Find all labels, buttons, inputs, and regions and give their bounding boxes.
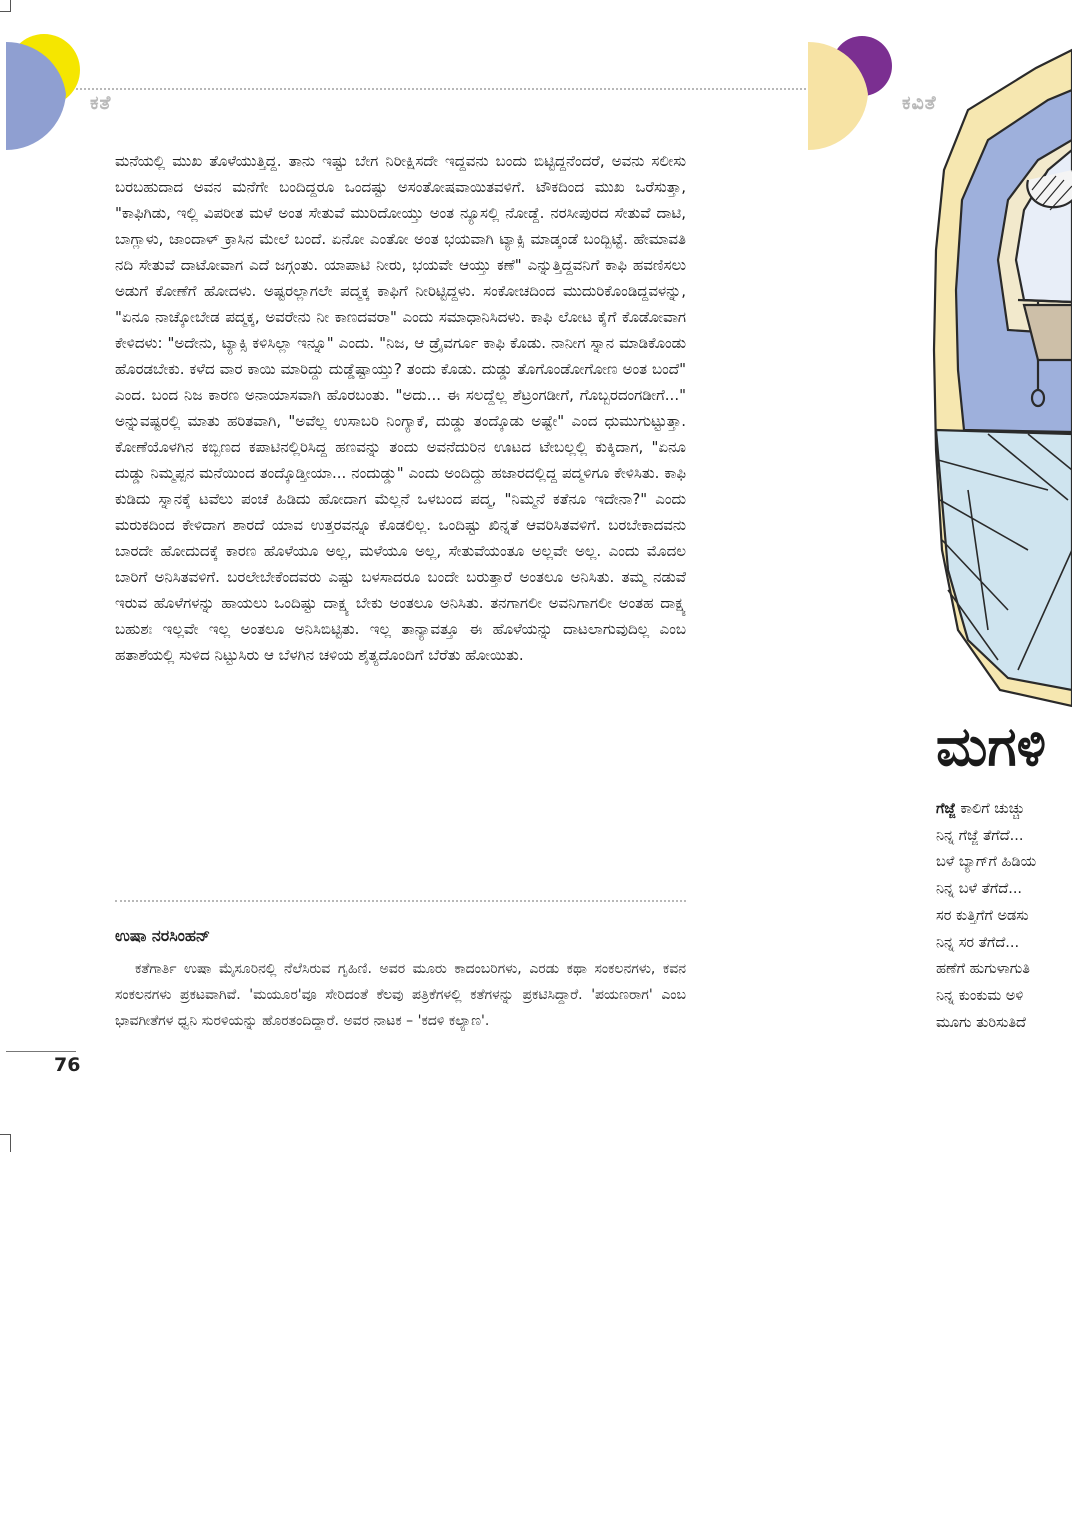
poem-line: [936, 849, 1072, 876]
poem-line-text: ನಿನ್ನ ಬಳೆ ತೆಗೆದೆ...: [936, 881, 1023, 898]
page-number: 76: [54, 1054, 81, 1076]
poem-line-text: ನಿನ್ನ ಕುಂಕುಮ ಅಳಿ: [936, 987, 1024, 1004]
section-circle-icon: [0, 30, 90, 155]
author-divider: [115, 900, 686, 902]
section-label-poem: ಕವಿತೆ: [902, 92, 937, 114]
header-divider-left: [76, 88, 806, 90]
crop-mark-bottom-left: [10, 1134, 11, 1152]
page-number-rule: [6, 1051, 76, 1052]
poem-line: [936, 956, 1072, 983]
poem-line-text: ಮೂಗು ತುರಿಸುತಿದೆ: [936, 1014, 1026, 1031]
poem-line: [936, 903, 1072, 930]
poem-line-text: ಕಾಲಿಗೆ ಚುಚ್ಚು: [955, 801, 1025, 817]
poem-title: ಮಗಳಿ: [936, 715, 1046, 778]
umbrella-illustration: [928, 30, 1072, 710]
poem-line-text: ನಿನ್ನ ಸರ ತೆಗೆದೆ...: [936, 934, 1020, 951]
poem-line-text: ಸರ ಕುತ್ತಿಗೆಗೆ ಅಡಸು: [936, 907, 1029, 924]
poem-line: [936, 796, 1072, 823]
section-label-story: ಕತೆ: [90, 92, 112, 114]
poem-line: [936, 1010, 1072, 1037]
crop-mark-bottom-left-h: [0, 1134, 11, 1135]
poem-line-text: ಬಳೆ ಬ್ಯಾಗ್‌ಗೆ ಹಿಡಿಯ: [936, 854, 1037, 871]
poem-section-circle-icon: [806, 32, 896, 157]
poem-lines: [936, 796, 1072, 1036]
poem-line: [936, 823, 1072, 850]
poem-line-text: ನಿನ್ನ ಗೆಜ್ಜೆ ತೆಗೆದೆ...: [936, 827, 1024, 844]
poem-line: [936, 930, 1072, 957]
poem-line: [936, 876, 1072, 903]
poem-line: [936, 983, 1072, 1010]
story-body-text: ಮನೆಯಲ್ಲಿ ಮುಖ ತೊಳೆಯುತ್ತಿದ್ದ. ತಾನು ಇಷ್ಟು ಬೇಗ ನಿರೀಕ್ಷಿಸದೇ ಇದ್ದವನು ಬಂದು ಬಿಟ್ಟಿದ್ದನೆಂದರೆ, ಅವನು ಸಲೀಸು ಬರಬಹುದಾದ ಅವನ ಮನೆಗೇ ಬಂದಿದ್ದರೂ ಒಂದಷ್ಟು ಅಸಂತೋಷವಾಯಿತವಳಿಗೆ. ಟೌಕದಿಂದ ಮುಖ ಒರೆಸುತ್ತಾ, "ಕಾಫಿಗಿಡು, ಇಲ್ಲಿ ವಿಪರೀತ ಮಳೆ ಅಂತ ಸೇತುವೆ ಮುರಿದೋಯ್ತು ಅಂತ ನ್ಯೂಸಲ್ಲಿ ನೋಡ್ದೆ. ನರಸೀಪುರದ ಸೇತುವೆ ದಾಟಿ, ಬಾಗ್ಲಾಳು, ಜಾಂದಾಳ್ ಕ್ರಾಸಿನ ಮೇಲೆ ಬಂದೆ. ಏನೋ ಎಂತೋ ಅಂತ ಭಯವಾಗಿ ಟ್ಯಾಕ್ಸಿ ಮಾಡ್ಕಂಡೆ ಬಂದ್ಬಿಟ್ಟೆ. ಹೇಮಾವತಿ ನದಿ ಸೇತುವೆ ದಾಟೋವಾಗ ಎದೆ ಜಗ್ಗಂತು. ಯಾಪಾಟಿ ನೀರು, ಭಯವೇ ಆಯ್ತು ಕಣೆ" ಎನ್ನುತ್ತಿದ್ದವನಿಗೆ ಕಾಫಿ ಹವಣಿಸಲು ಅಡುಗೆ ಕೋಣೆಗೆ ಹೋದಳು. ಅಷ್ಟರಲ್ಲಾಗಲೇ ಪದ್ಮಕ್ಕ ಕಾಫಿಗೆ ನೀರಿಟ್ಟಿದ್ದಳು. ಸಂಕೋಚದಿಂದ ಮುದುರಿಕೊಂಡಿದ್ದವಳನ್ನು, "ಏನೂ ನಾಚ್ಕೋಬೇಡ ಪದ್ಮಕ್ಕ, ಅವರೇನು ನೀ ಕಾಣದವರಾ" ಎಂದು ಸಮಾಧಾನಿಸಿದಳು. ಕಾಫಿ ಲೋಟ ಕೈಗೆ ಕೊಡೋವಾಗ ಕೇಳಿದಳು: "ಅದೇನು, ಟ್ಯಾಕ್ಸಿ ಕಳಿಸಿಲ್ಲಾ ಇನ್ನೂ" ಎಂದು. "ನಿಜ, ಆ ಡ್ರೈವರ್ಗೂ ಕಾಫಿ ಕೊಡು. ನಾನೀಗ ಸ್ನಾನ ಮಾಡಿಕೊಂಡು ಹೊರಡಬೇಕು. ಕಳೆದ ವಾರ ಕಾಯಿ ಮಾರಿದ್ದು ದುಡ್ಡೆಷ್ಟಾಯ್ತು? ತಂದು ಕೊಡು. ದುಡ್ಡು ತೊಗೊಂಡೋಗೋಣ ಅಂತ ಬಂದೆ" ಎಂದ. ಬಂದ ನಿಜ ಕಾರಣ ಅನಾಯಾಸವಾಗಿ ಹೊರಬಂತು. "ಅದು... ಈ ಸಲದ್ದೆಲ್ಲ ಶೆಟ್ರಂಗಡೀಗೆ, ಗೊಬ್ಬರದಂಗಡೀಗೆ..." ಅನ್ನುವಷ್ಟರಲ್ಲಿ ಮಾತು ಹರಿತವಾಗಿ, "ಅವೆಲ್ಲ ಉಸಾಬರಿ ನಿಂಗ್ಯಾಕೆ, ದುಡ್ಡು ತಂದ್ಕೊಡು ಅಷ್ಟೇ" ಎಂದ ಧುಮುಗುಟ್ಟುತ್ತಾ. ಕೋಣೆಯೊಳಗಿನ ಕಬ್ಬಿಣದ ಕಪಾಟಿನಲ್ಲಿರಿಸಿದ್ದ ಹಣವನ್ನು ತಂದು ಅವನೆದುರಿನ ಊಟದ ಟೇಬಲ್ಲಲ್ಲಿ ಕುಕ್ಕಿದಾಗ, "ಏನೂ ದುಡ್ಡು ನಿಮ್ಮಪ್ಪನ ಮನೆಯಿಂದ ತಂದ್ಕೊಡ್ತೀಯಾ... ನಂದುಡ್ಡು" ಎಂದು ಅಂದಿದ್ದು ಹಜಾರದಲ್ಲಿದ್ದ ಪದ್ಮಳಿಗೂ ಕೇಳಿಸಿತು. ಕಾಫಿ ಕುಡಿದು ಸ್ನಾನಕ್ಕೆ ಟವೆಲು ಪಂಚೆ ಹಿಡಿದು ಹೋದಾಗ ಮೆಲ್ಲನೆ ಒಳಬಂದ ಪದ್ಮ, "ನಿಮ್ಮನೆ ಕತೆನೂ ಇದೇನಾ?" ಎಂದು ಮರುಕದಿಂದ ಕೇಳಿದಾಗ ಶಾರದೆ ಯಾವ ಉತ್ತರವನ್ನೂ ಕೊಡಲಿಲ್ಲ. ಒಂದಿಷ್ಟು ಖಿನ್ನತೆ ಆವರಿಸಿತವಳಿಗೆ. ಬರಬೇಕಾದವನು ಬಾರದೇ ಹೋದುದಕ್ಕೆ ಕಾರಣ ಹೊಳೆಯೂ ಅಲ್ಲ, ಮಳೆಯೂ ಅಲ್ಲ, ಸೇತುವೆಯಂತೂ ಅಲ್ಲವೇ ಅಲ್ಲ. ಎಂದು ಮೊದಲ ಬಾರಿಗೆ ಅನಿಸಿತವಳಿಗೆ. ಬರಲೇಬೇಕೆಂದವರು ಎಷ್ಟು ಬಳಸಾದರೂ ಬಂದೇ ಬರುತ್ತಾರೆ ಅಂತಲೂ ಅನಿಸಿತು. ತಮ್ಮ ನಡುವೆ ಇರುವ ಹೊಳೆಗಳನ್ನು ಹಾಯಲು ಒಂದಿಷ್ಟು ದಾಕ್ಷ್ಯ ಬೇಕು ಅಂತಲೂ ಅನಿಸಿತು. ತನಗಾಗಲೀ ಅವನಿಗಾಗಲೀ ಅಂತಹ ದಾಕ್ಷ್ಯ ಬಹುಶಃ ಇಲ್ಲವೇ ಇಲ್ಲ ಅಂತಲೂ ಅನಿಸಿಬಿಟ್ಟಿತು. ಇಲ್ಲ ತಾನ್ಯಾವತ್ತೂ ಈ ಹೊಳೆಯನ್ನು ದಾಟಲಾಗುವುದಿಲ್ಲ ಎಂಬ ಹತಾಶೆಯಲ್ಲಿ ಸುಳಿದ ನಿಟ್ಟುಸಿರು ಆ ಬೆಳಗಿನ ಚಳಿಯ ಶೈತ್ಯದೊಂದಿಗೆ ಬೆರೆತು ಹೋಯಿತು.: [115, 152, 686, 664]
illustration-lower-wave: [936, 430, 1072, 690]
crop-mark-top-left-h: [0, 11, 11, 12]
poem-line-bold-word: ಗೆಜ್ಜೆ: [936, 801, 956, 817]
author-bio: ಕತೆಗಾರ್ತಿ ಉಷಾ ಮೈಸೂರಿನಲ್ಲಿ ನೆಲೆಸಿರುವ ಗೃಹಿಣಿ. ಅವರ ಮೂರು ಕಾದಂಬರಿಗಳು, ಎರಡು ಕಥಾ ಸಂಕಲನಗಳು, ಕವನ ಸಂಕಲನಗಳು ಪ್ರಕಟವಾಗಿವೆ. 'ಮಯೂರ'ವೂ ಸೇರಿದಂತೆ ಕೆಲವು ಪತ್ರಿಕೆಗಳಲ್ಲಿ ಕತೆಗಳನ್ನು ಪ್ರಕಟಿಸಿದ್ದಾರೆ. 'ಪಯಣರಾಗ' ಎಂಬ ಭಾವಗೀತೆಗಳ ಧ್ವನಿ ಸುರಳಿಯನ್ನು ಹೊರತಂದಿದ್ದಾರೆ. ಅವರ ನಾಟಕ – 'ಕದಳಿ ಕಲ್ಯಾಣ'.: [115, 961, 686, 1029]
author-name: ಉಷಾ ನರಸಿಂಹನ್: [115, 926, 211, 945]
poem-line-text: ಹಣೆಗೆ ಹುಗುಳಾಗುತಿ: [936, 961, 1030, 978]
